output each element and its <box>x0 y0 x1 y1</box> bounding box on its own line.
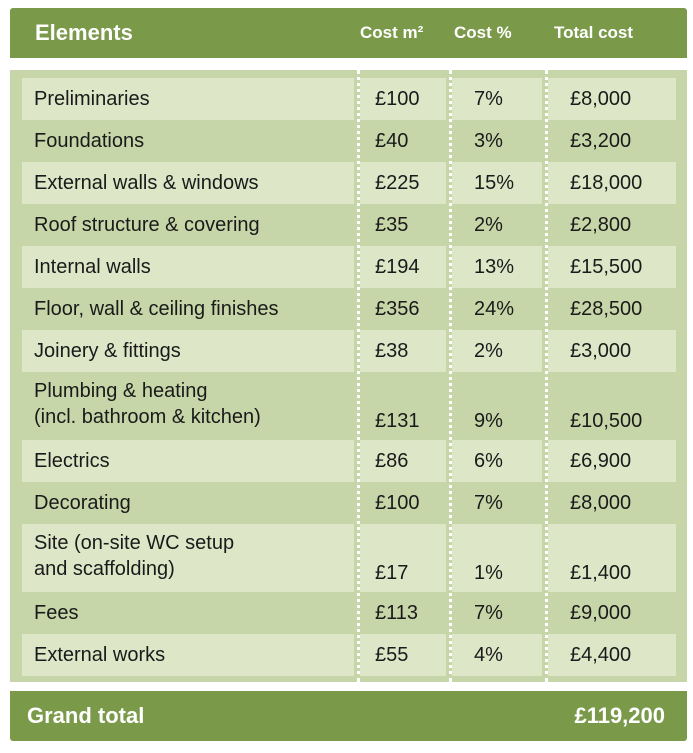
table-row <box>10 482 687 524</box>
element-name <box>34 338 181 364</box>
element-name-line2: (incl. bathroom & kitchen) <box>34 406 261 428</box>
cost-pct-value: 1% <box>474 562 503 584</box>
element-name-line1: Joinery & fittings <box>34 340 181 362</box>
total-cost-value: £8,000 <box>570 88 632 110</box>
element-name <box>34 600 78 626</box>
total-cost-value: £15,500 <box>570 256 643 278</box>
cost-m2-value: £100 <box>375 492 420 514</box>
table-row <box>10 634 687 676</box>
table-row <box>10 372 687 440</box>
table-row <box>10 162 687 204</box>
column-divider <box>545 70 548 682</box>
total-cost-value: £9,000 <box>570 602 632 624</box>
table-row <box>10 78 687 120</box>
element-name-line1: Roof structure & covering <box>34 214 260 236</box>
header-cost-m2: Cost m² <box>360 23 424 42</box>
table-header <box>10 8 687 58</box>
element-name <box>34 212 260 238</box>
element-name <box>34 170 259 196</box>
total-cost-value: £2,800 <box>570 214 632 236</box>
element-name <box>34 490 131 516</box>
cost-pct-value: 15% <box>474 172 515 194</box>
header-cost-pct: Cost % <box>454 23 512 42</box>
cost-m2-value: £225 <box>375 172 420 194</box>
table-row <box>10 246 687 288</box>
cost-pct-value: 4% <box>474 644 503 666</box>
total-cost-value: £18,000 <box>570 172 643 194</box>
cost-m2-value: £55 <box>375 644 409 666</box>
element-name-line1: External works <box>34 644 166 666</box>
table-row <box>10 204 687 246</box>
cost-m2-value: £86 <box>375 450 409 472</box>
element-name <box>34 86 150 112</box>
header-total-cost: Total cost <box>554 23 634 42</box>
element-name-line1: Foundations <box>34 130 145 152</box>
table-row <box>10 592 687 634</box>
table-row <box>10 524 687 592</box>
cost-pct-value: 3% <box>474 130 503 152</box>
total-cost-value: £8,000 <box>570 492 632 514</box>
cost-m2-value: £40 <box>375 130 409 152</box>
element-name <box>34 378 261 430</box>
element-name <box>34 642 165 668</box>
cost-m2-value: £17 <box>375 562 409 584</box>
cost-pct-value: 13% <box>474 256 515 278</box>
element-name <box>34 296 279 322</box>
total-cost-value: £6,900 <box>570 450 632 472</box>
cost-table <box>10 70 687 682</box>
element-name-line1: Fees <box>34 602 79 624</box>
grand-total-bar <box>10 691 687 741</box>
cost-pct-value: 7% <box>474 492 503 514</box>
element-name <box>34 448 110 474</box>
element-name-line1: Internal walls <box>34 256 151 278</box>
element-name-line1: Electrics <box>34 450 110 472</box>
cost-m2-value: £113 <box>375 602 419 624</box>
total-cost-value: £10,500 <box>570 410 643 432</box>
header-elements: Elements <box>35 20 133 45</box>
grand-total-label: Grand total <box>27 703 145 728</box>
table-row <box>10 330 687 372</box>
cost-pct-value: 9% <box>474 410 503 432</box>
cost-pct-value: 2% <box>474 340 503 362</box>
table-row <box>10 120 687 162</box>
cost-m2-value: £194 <box>375 256 420 278</box>
total-cost-value: £1,400 <box>570 562 632 584</box>
cost-pct-value: 2% <box>474 214 503 236</box>
cost-m2-value: £38 <box>375 340 409 362</box>
total-cost-value: £4,400 <box>570 644 632 666</box>
element-name <box>34 128 144 154</box>
cost-pct-value: 7% <box>474 602 503 624</box>
element-name <box>34 254 151 280</box>
total-cost-value: £3,200 <box>570 130 632 152</box>
element-name-line1: Floor, wall & ceiling finishes <box>34 298 279 320</box>
column-divider <box>357 70 360 682</box>
element-name-line1: Site (on-site WC setup <box>34 532 235 554</box>
cost-m2-value: £35 <box>375 214 409 236</box>
total-cost-value: £3,000 <box>570 340 632 362</box>
element-name-line1: Plumbing & heating <box>34 380 208 402</box>
table-row <box>10 288 687 330</box>
total-cost-value: £28,500 <box>570 298 643 320</box>
cost-pct-value: 7% <box>474 88 503 110</box>
cost-m2-value: £100 <box>375 88 420 110</box>
cost-m2-value: £131 <box>375 410 420 432</box>
column-divider <box>449 70 452 682</box>
element-name-line1: Decorating <box>34 492 131 514</box>
grand-total-value: £119,200 <box>574 703 665 728</box>
cost-m2-value: £356 <box>375 298 420 320</box>
element-name-line1: External walls & windows <box>34 172 259 194</box>
element-name <box>34 530 234 582</box>
cost-pct-value: 6% <box>474 450 503 472</box>
element-name-line1: Preliminaries <box>34 88 150 110</box>
cost-pct-value: 24% <box>474 298 515 320</box>
element-name-line2: and scaffolding) <box>34 558 175 580</box>
table-row <box>10 440 687 482</box>
